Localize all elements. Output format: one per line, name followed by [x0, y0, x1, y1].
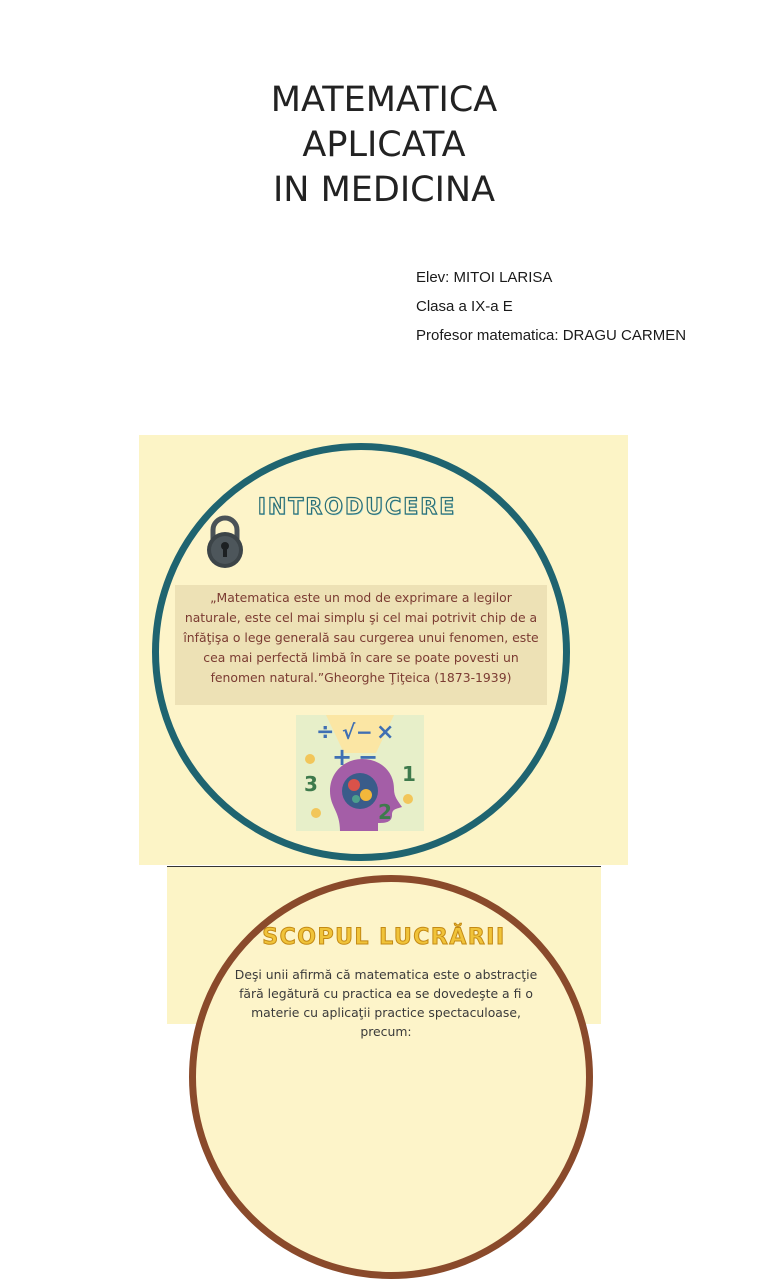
title-line-3: IN MEDICINA [272, 170, 496, 210]
title-line-2: APLICATA [302, 125, 466, 165]
divide-symbol: ÷ [316, 720, 335, 745]
minus-symbol: − [356, 720, 373, 744]
scopul-heading: SCOPUL LUCRĂRII [262, 925, 506, 950]
author-info [416, 263, 686, 350]
scopul-infographic [167, 867, 601, 1039]
scopul-text: Deşi unii afirmă că matematica este o abstracţie fără legătură cu practica ea se dovedeşte a fi o materie cu aplicaţii practice spectaculoase, precum: [234, 967, 538, 1039]
number-1: 1 [402, 762, 416, 786]
number-2: 2 [378, 800, 392, 824]
times-symbol: × [376, 720, 395, 745]
titeica-quote: „Matematica este un mod de exprimare a legilor naturale, este cel mai simplu şi cel mai potrivit chip de a înfăţişa o lege generală sau curgerea unui fenomen, este cea mai perfectă limbă în care se poate povesti un fenomen natural.”Gheorghe Ţiţeica (1873-1939) [183, 590, 539, 685]
number-3: 3 [304, 772, 318, 796]
introducere-heading: INTRODUCERE [257, 495, 457, 520]
teacher-name: Profesor matematica: DRAGU CARMEN [416, 327, 687, 344]
plus-symbol: + [332, 743, 353, 771]
brain-math-illustration [296, 715, 424, 831]
student-name: Elev: MITOI LARISA [416, 269, 553, 286]
lock-icon [201, 513, 249, 569]
title-line-1: MATEMATICA [270, 80, 498, 120]
introducere-infographic [139, 435, 628, 865]
document-title [0, 78, 768, 213]
sqrt-symbol: √ [342, 720, 356, 744]
class-name: Clasa a IX-a E [416, 298, 513, 315]
minus-symbol-2: − [358, 743, 379, 771]
